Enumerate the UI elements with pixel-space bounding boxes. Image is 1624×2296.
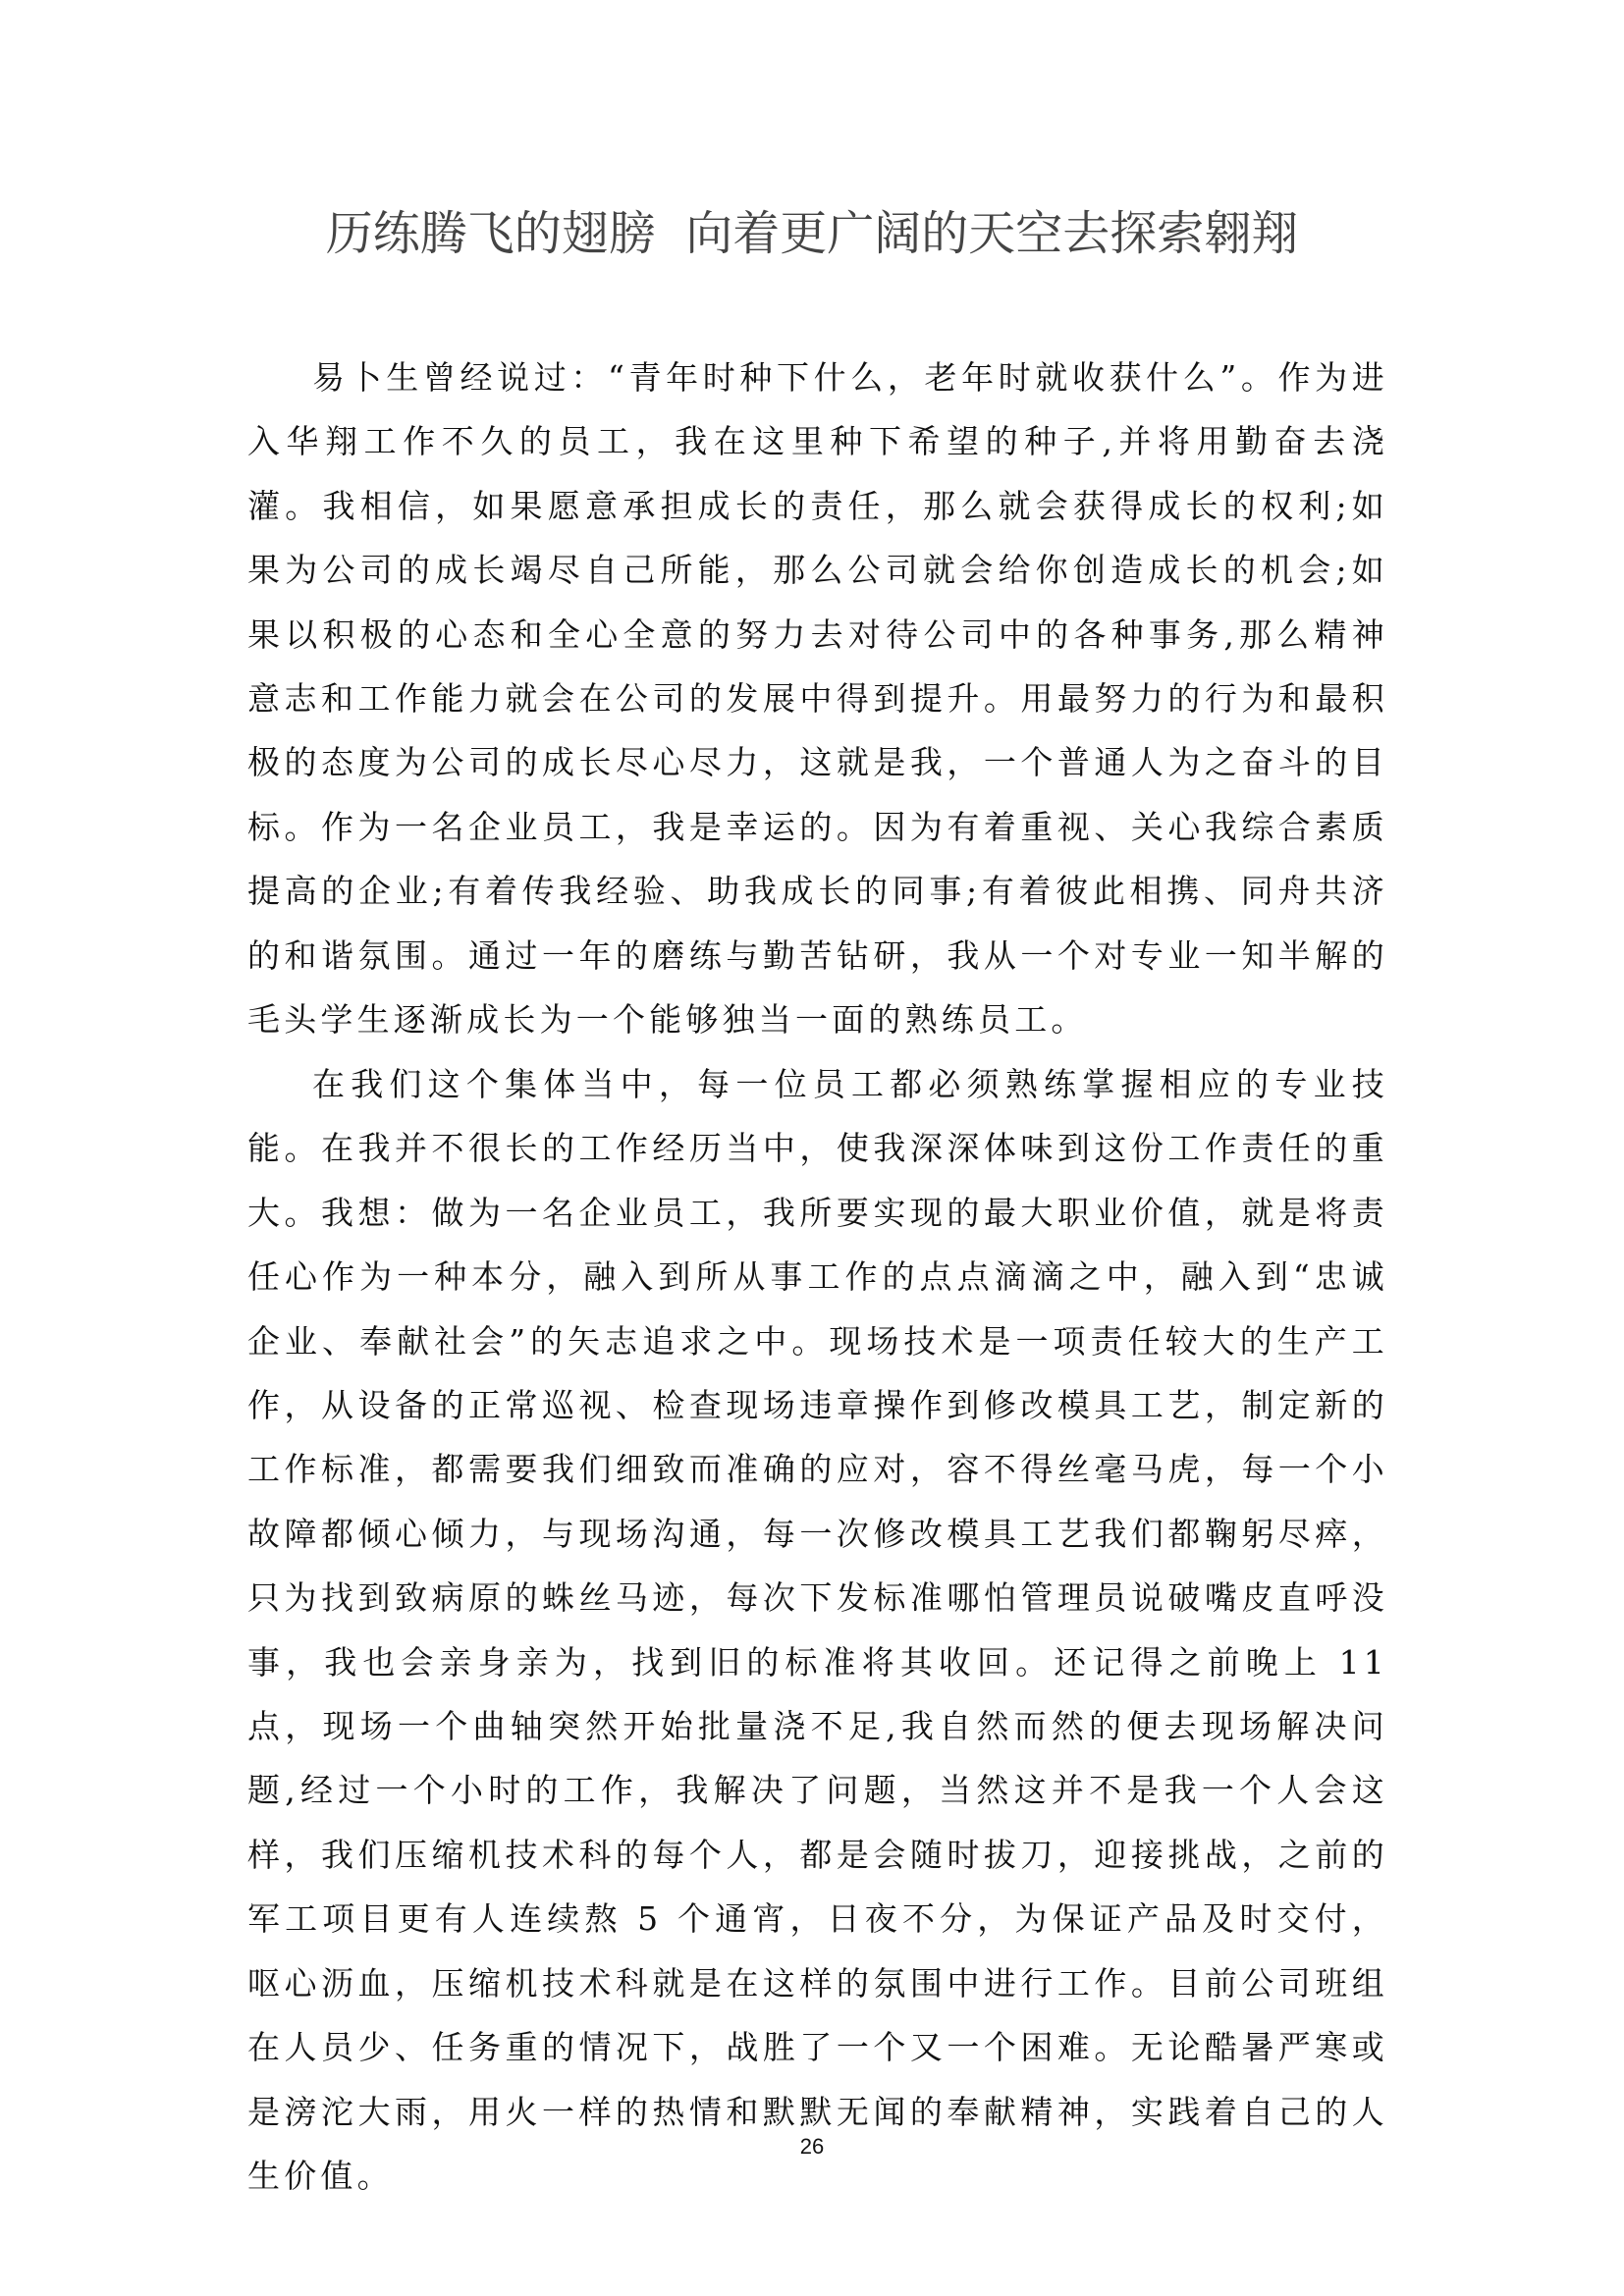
body-paragraph-1-container	[247, 346, 1388, 1051]
body-paragraph: 在我们这个集体当中，每一位员工都必须熟练掌握相应的专业技能。在我并不很长的工作经历当中，使我深深体味到这份工作责任的重大。我想：做为一名企业员工，我所要实现的最大职业价值，就是将责任心作为一种本分，融入到所从事工作的点点滴滴之中，融入到“忠诚企业、奉献社会”的矢志追求之中。现场技术是一项责任较大的生产工作，从设备的正常巡视、检查现场违章操作到修改模具工艺，制定新的工作标准，都需要我们细致而准确的应对，容不得丝毫马虎，每一个小故障都倾心倾力，与现场沟通，每一次修改模具工艺我们都鞠躬尽瘁，只为找到致病原的蛛丝马迹，每次下发标准哪怕管理员说破嘴皮直呼没事，我也会亲身亲为，找到旧的标准将其收回。还记得之前晚上 11 点，现场一个曲轴突然开始批量浇不足,我自然而然的便去现场解决问题,经过一个小时的工作，我解决了问题，当然这并不是我一个人会这样，我们压缩机技术科的每个人，都是会随时拔刀，迎接挑战，之前的军工项目更有人连续熬 5 个通宵，日夜不分，为保证产品及时交付，呕心沥血，压缩机技术科就是在这样的氛围中进行工作。目前公司班组在人员少、任务重的情况下，战胜了一个又一个困难。无论酷暑严寒或是滂沱大雨，用火一样的热情和默默无闻的奉献精神，实践着自己的人生价值。	[247, 1065, 1388, 2195]
body-paragraph: 易卜生曾经说过：“青年时种下什么，老年时就收获什么”。作为进入华翔工作不久的员工，我在这里种下希望的种子,并将用勤奋去浇灌。我相信，如果愿意承担成长的责任，那么就会获得成长的权利;如果为公司的成长竭尽自己所能，那么公司就会给你创造成长的机会;如果以积极的心态和全心全意的努力去对待公司中的各种事务,那么精神意志和工作能力就会在公司的发展中得到提升。用最努力的行为和最积极的态度为公司的成长尽心尽力，这就是我，一个普通人为之奋斗的目标。作为一名企业员工，我是幸运的。因为有着重视、关心我综合素质提高的企业;有着传我经验、助我成长的同事;有着彼此相携、同舟共济的和谐氛围。通过一年的磨练与勤苦钻研，我从一个对专业一知半解的毛头学生逐渐成长为一个能够独当一面的熟练员工。	[247, 358, 1388, 1040]
page-title: 历练腾飞的翅膀 向着更广阔的天空去探索翱翔	[325, 206, 1299, 261]
body-paragraph-2-container	[247, 1052, 1388, 2208]
page-number: 26	[799, 2134, 825, 2159]
